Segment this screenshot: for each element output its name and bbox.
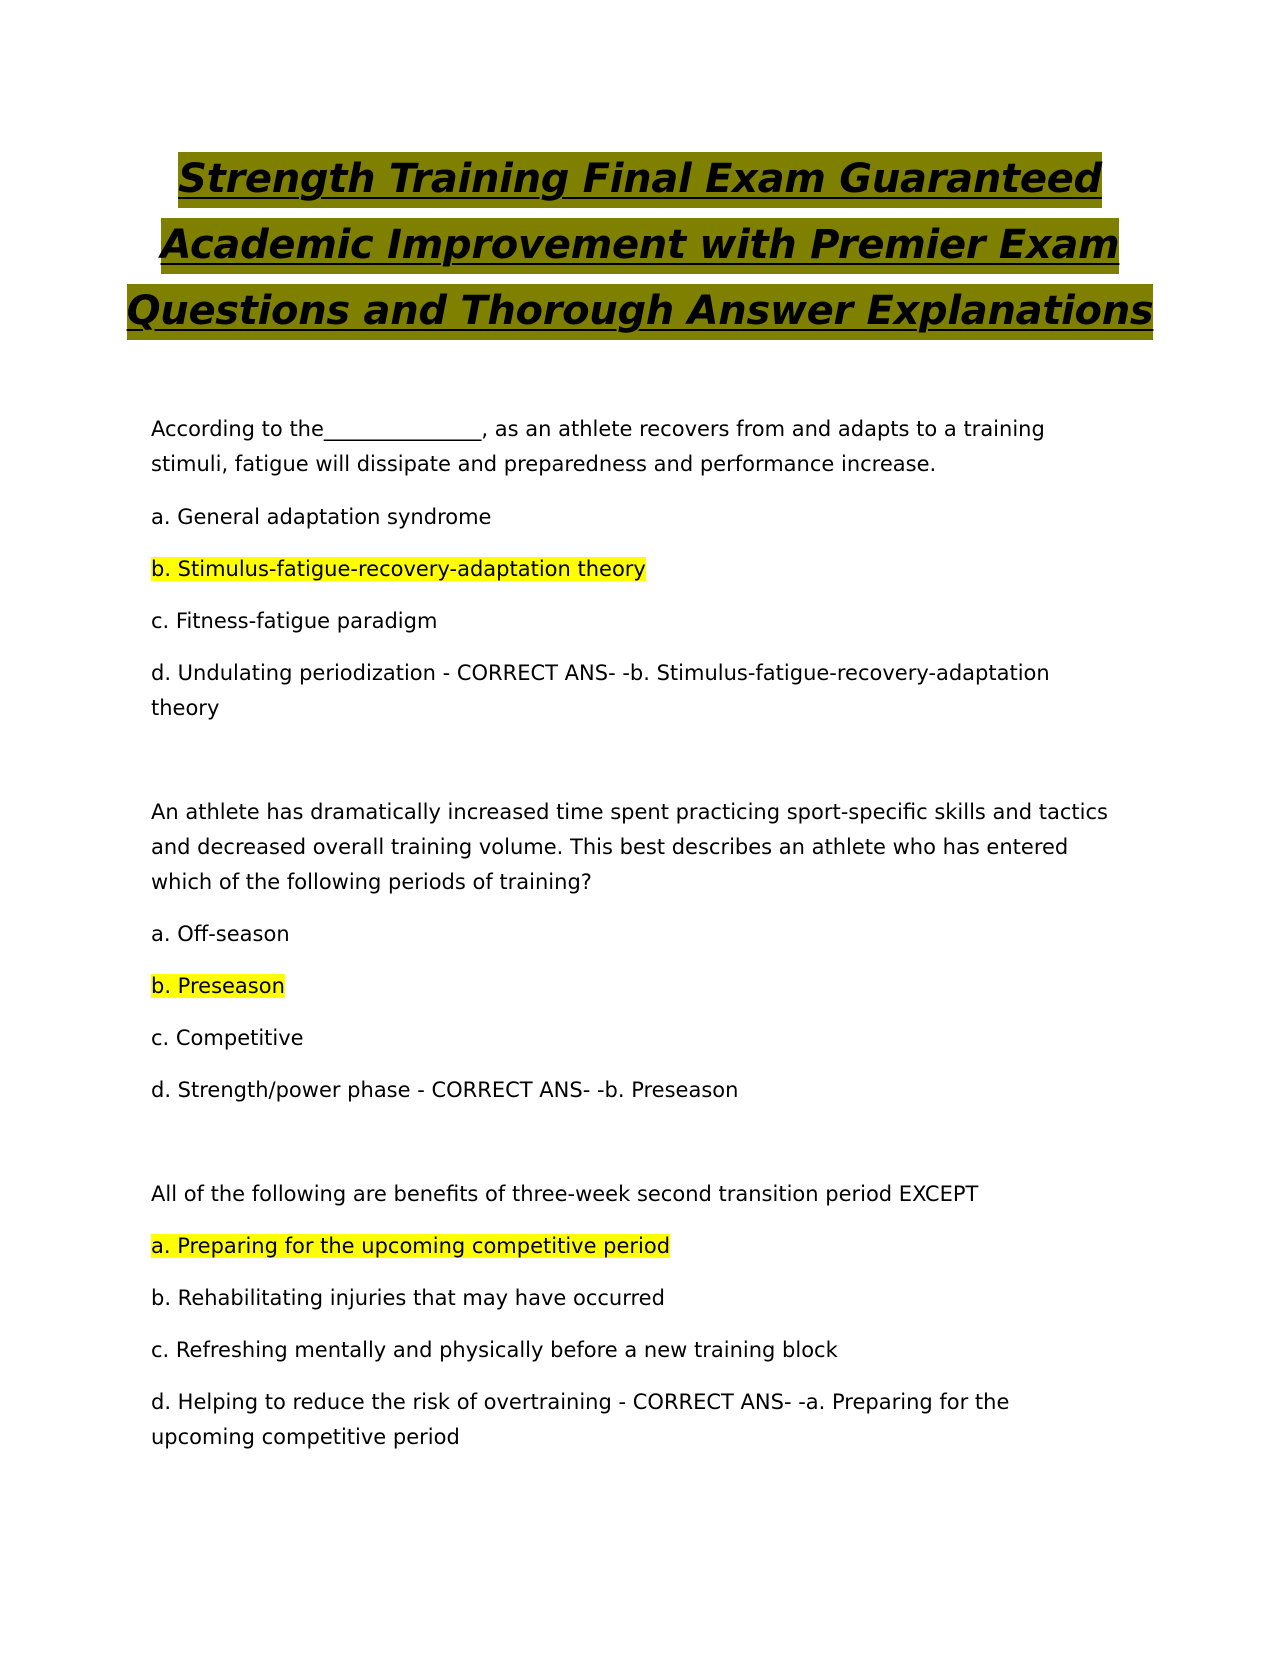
title-line-2: Academic Improvement with Premier Exam bbox=[0, 212, 1280, 278]
option-a bbox=[151, 1229, 670, 1264]
option-a: a. Off-season bbox=[151, 922, 290, 946]
option-d-with-answer: d. Strength/power phase - CORRECT ANS- -b. Preseason bbox=[151, 1078, 739, 1102]
option-b bbox=[151, 969, 285, 1004]
correct-answer-highlight: b. Stimulus-fatigue-recovery-adaptation theory bbox=[151, 557, 646, 581]
option-d-with-answer: d. Helping to reduce the risk of overtraining - CORRECT ANS- -a. Preparing for the upcoming competitive period bbox=[151, 1390, 1010, 1449]
document-title bbox=[0, 146, 1280, 344]
option-c: c. Competitive bbox=[151, 1026, 304, 1050]
question-2 bbox=[151, 795, 1111, 1102]
option-a: a. General adaptation syndrome bbox=[151, 505, 492, 529]
title-line-1: Strength Training Final Exam Guaranteed bbox=[0, 146, 1280, 212]
option-c: c. Fitness-fatigue paradigm bbox=[151, 609, 438, 633]
question-1 bbox=[151, 412, 1111, 720]
question-stem: According to the_______________, as an athlete recovers from and adapts to a training stimuli, fatigue will dissipate and preparedness and performance increase. bbox=[151, 417, 1045, 476]
option-b bbox=[151, 552, 646, 587]
question-stem: All of the following are benefits of three-week second transition period EXCEPT bbox=[151, 1182, 979, 1206]
correct-answer-highlight: a. Preparing for the upcoming competitive period bbox=[151, 1234, 671, 1258]
option-b: b. Rehabilitating injuries that may have occurred bbox=[151, 1286, 665, 1310]
title-line-3: Questions and Thorough Answer Explanations bbox=[0, 278, 1280, 344]
question-3 bbox=[151, 1177, 1111, 1477]
option-d-with-answer: d. Undulating periodization - CORRECT ANS- -b. Stimulus-fatigue-recovery-adaptation theory bbox=[151, 661, 1050, 720]
option-c: c. Refreshing mentally and physically before a new training block bbox=[151, 1338, 838, 1362]
question-stem: An athlete has dramatically increased time spent practicing sport-specific skills and tactics and decreased overall training volume. This best describes an athlete who has entered which of the following periods of training? bbox=[151, 800, 1108, 894]
correct-answer-highlight: b. Preseason bbox=[151, 974, 285, 998]
